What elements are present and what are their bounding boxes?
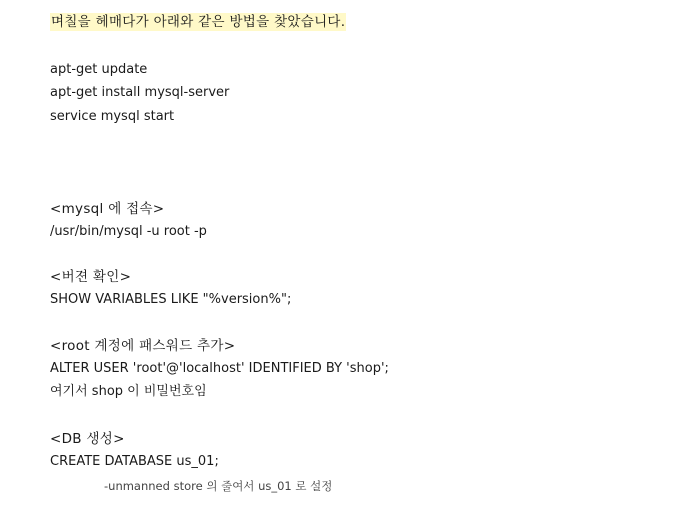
- db-heading: <DB 생성>: [50, 431, 125, 447]
- version-command: SHOW VARIABLES LIKE "%version%";: [50, 292, 292, 307]
- install-line-start: service mysql start: [50, 109, 175, 124]
- install-line-install: apt-get install mysql-server: [50, 85, 230, 100]
- version-heading: <버젼 확인>: [50, 269, 132, 285]
- db-command: CREATE DATABASE us_01;: [50, 454, 219, 469]
- db-note: -unmanned store 의 줄여서 us_01 로 설정: [104, 479, 333, 493]
- password-command: ALTER USER 'root'@'localhost' IDENTIFIED BY 'shop';: [50, 361, 389, 376]
- connect-command: /usr/bin/mysql -u root -p: [50, 224, 207, 239]
- password-note: 여기서 shop 이 비밀번호임: [50, 384, 207, 399]
- intro-highlight: 며칠을 헤매다가 아래와 같은 방법을 찾았습니다.: [51, 14, 346, 30]
- password-heading: <root 계정에 패스워드 추가>: [50, 338, 236, 354]
- connect-heading: <mysql 에 접속>: [50, 201, 165, 217]
- install-line-update: apt-get update: [50, 62, 148, 77]
- intro-text: [50, 13, 346, 31]
